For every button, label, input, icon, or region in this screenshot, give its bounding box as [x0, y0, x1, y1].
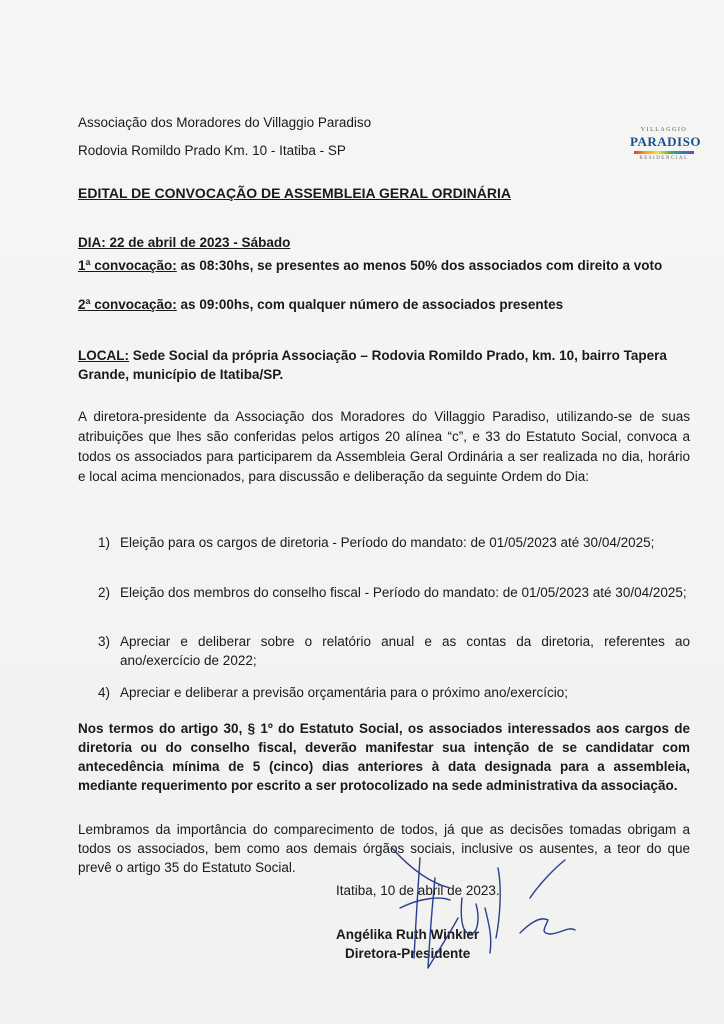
agenda-item-number: 1) [98, 535, 111, 550]
signatory-name: Angélika Ruth Winkler [336, 927, 480, 942]
second-call [78, 295, 678, 314]
place-and-date: Itatiba, 10 de abril de 2023. [336, 883, 500, 898]
reminder-paragraph: Lembramos da importância do comparecimento de todos, já que as decisões tomadas obrigam a todos os associados, bem como aos demais órgãos sociais, inclusive os ausentes, a teor do que prevê o artigo 35 do Estatuto Social. [78, 822, 690, 875]
agenda-item-number: 2) [98, 585, 111, 600]
agenda-item-number: 3) [98, 634, 111, 649]
agenda-item-text: Eleição dos membros do conselho fiscal - Período do mandato: de 01/05/2023 até 30/04/2025; [120, 585, 687, 600]
agenda-item-text: Apreciar e deliberar a previsão orçamentária para o próximo ano/exercício; [120, 685, 568, 700]
agenda-item [98, 632, 690, 670]
intro-paragraph: A diretora-presidente da Associação dos Moradores do Villaggio Paradiso, utilizando-se de suas atribuições que lhes são conferidas pelos artigos 20 alínea “c”, e 33 do Estatuto Social, convoca a todos os associados para participarem da Assembleia Geral Ordinária a ser realizada no dia, horário e local acima mencionados, para discussão e deliberação da seguinte Ordem do Dia: [78, 409, 690, 484]
second-call-text: as 09:00hs, com qualquer número de associados presentes [176, 297, 564, 312]
agenda-item-text: Eleição para os cargos de diretoria - Período do mandato: de 01/05/2023 até 30/04/2025; [120, 535, 655, 550]
logo-rainbow-stripe [634, 151, 694, 154]
logo-bottom-text: RESIDENCIAL [639, 156, 689, 161]
terms-paragraph: Nos termos do artigo 30, § 1º do Estatuto Social, os associados interessados aos cargos de diretoria ou do conselho fiscal, deverão manifestar sua intenção de se candidatar com antecedência mínima de 5 (cinco) dias anteriores à data designada para a assembleia, mediante requerimento por escrito a ser protocolizado na sede administrativa da associação. [78, 721, 690, 793]
meeting-location [78, 346, 678, 384]
agenda-item-number: 4) [98, 685, 111, 700]
association-name: Associação dos Moradores do Villaggio Paradiso [78, 115, 372, 130]
logo-name-text: PARADISO [630, 134, 701, 149]
agenda-item [98, 683, 690, 702]
association-address: Rodovia Romildo Prado Km. 10 - Itatiba - SP [78, 143, 346, 158]
first-call-text: as 08:30hs, se presentes ao menos 50% dos associados com direito a voto [176, 258, 663, 273]
document-title: EDITAL DE CONVOCAÇÃO DE ASSEMBLEIA GERAL ORDINÁRIA [78, 185, 511, 201]
logo-top-text: VILLAGGIO [640, 127, 688, 133]
location-text: Sede Social da própria Associação – Rodovia Romildo Prado, km. 10, bairro Tapera Grande, município de Itatiba/SP. [78, 348, 667, 382]
villaggio-paradiso-logo [630, 127, 701, 177]
signatory-role: Diretora-Presidente [345, 946, 471, 961]
first-call [78, 256, 678, 275]
agenda-item-text: Apreciar e deliberar sobre o relatório anual e as contas da diretoria, referentes ao ano/exercício de 2022; [120, 634, 690, 668]
second-call-label: 2ª convocação: [78, 297, 177, 312]
meeting-date: DIA: 22 de abril de 2023 - Sábado [78, 235, 291, 250]
location-label: LOCAL: [78, 348, 129, 363]
first-call-label: 1ª convocação: [78, 258, 177, 273]
agenda-item [98, 533, 690, 552]
agenda-item [98, 583, 690, 602]
